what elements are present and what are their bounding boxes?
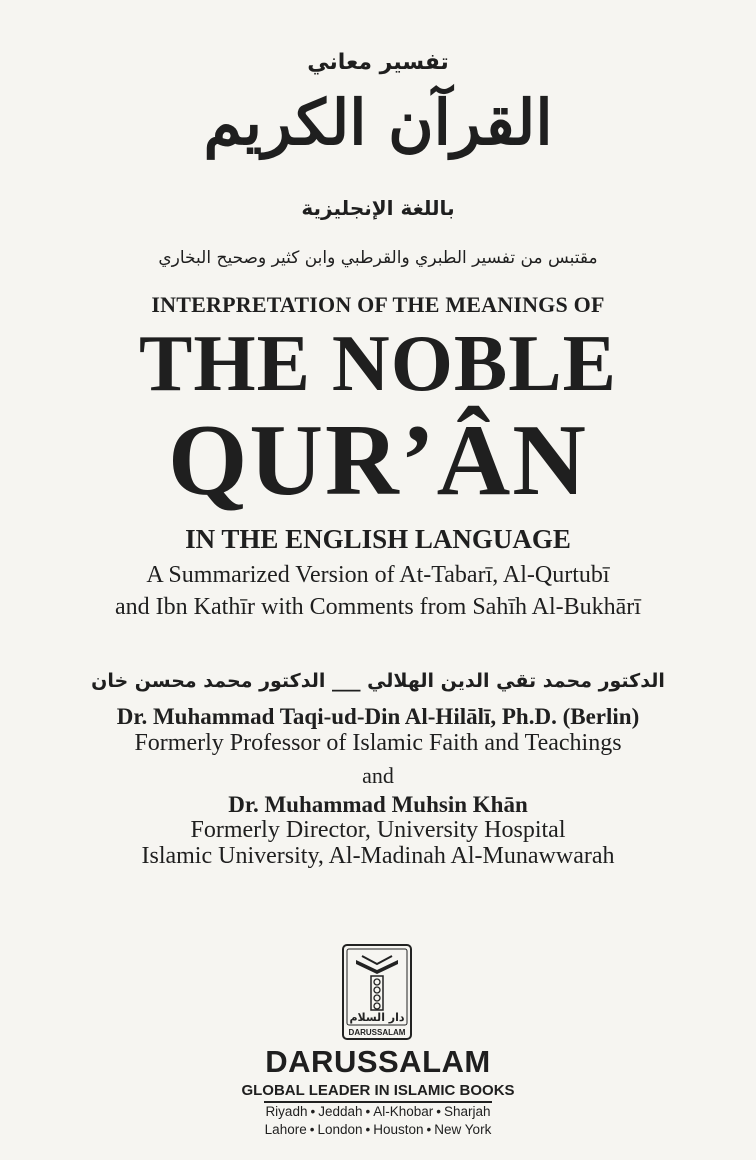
author2-role-line-1: Formerly Director, University Hospital [190,817,566,843]
bullet-separator: • [365,1104,371,1119]
city-name: London [317,1122,363,1137]
author1-name: Dr. Muhammad Taqi-ud-Din Al-Hilālī, Ph.D. (Berlin) [116,704,640,729]
title-line-2: QUR’ÂN [168,404,588,517]
interpretation-heading: INTERPRETATION OF THE MEANINGS OF [151,292,605,317]
author1-role: Formerly Professor of Islamic Faith and Teachings [134,730,622,756]
arabic-top-line: تفسير معاني [307,50,449,75]
logo-arabic-text: دار السلام [349,1011,405,1024]
city-name: New York [434,1122,492,1137]
city-name: Sharjah [444,1104,491,1119]
bullet-separator: • [309,1122,315,1137]
bullet-separator: • [310,1104,316,1119]
cities-row-1 [0,1104,756,1119]
summary-line-2: and Ibn Kathīr with Comments from Sahīh Al-Bukhārī [115,594,641,620]
arabic-sources-line: مقتبس من تفسير الطبري والقرطبي وابن كثير وصحيح البخاري [158,248,598,268]
arabic-authors-line: الدكتور محمد تقي الدين الهلالي ___ الدكتور محمد محسن خان [91,670,665,692]
darussalam-logo-icon [342,944,412,1040]
city-name: Houston [373,1122,424,1137]
arabic-language-line: باللغة الإنجليزية [301,196,455,220]
title-line-1: THE NOBLE [138,320,618,408]
arabic-calligraphy-title: القرآن الكريم [203,86,553,159]
summary-line-1: A Summarized Version of At-Tabarī, Al-Qurtubī [146,562,610,588]
city-name: Lahore [264,1122,307,1137]
logo-text: DARUSSALAM [348,1028,406,1037]
authors-conjunction: and [362,763,394,788]
publisher-divider [264,1101,492,1103]
language-heading: IN THE ENGLISH LANGUAGE [185,524,571,554]
city-name: Jeddah [318,1104,363,1119]
publisher-name: DARUSSALAM [265,1044,491,1079]
author2-name: Dr. Muhammad Muhsin Khān [228,792,528,817]
bullet-separator: • [426,1122,432,1137]
city-name: Riyadh [265,1104,308,1119]
bullet-separator: • [365,1122,371,1137]
cities-row-2 [0,1122,756,1137]
publisher-tagline: GLOBAL LEADER IN ISLAMIC BOOKS [241,1082,515,1099]
city-name: Al-Khobar [373,1104,434,1119]
bullet-separator: • [436,1104,442,1119]
author2-role-line-2: Islamic University, Al-Madinah Al-Munawwarah [141,843,615,869]
